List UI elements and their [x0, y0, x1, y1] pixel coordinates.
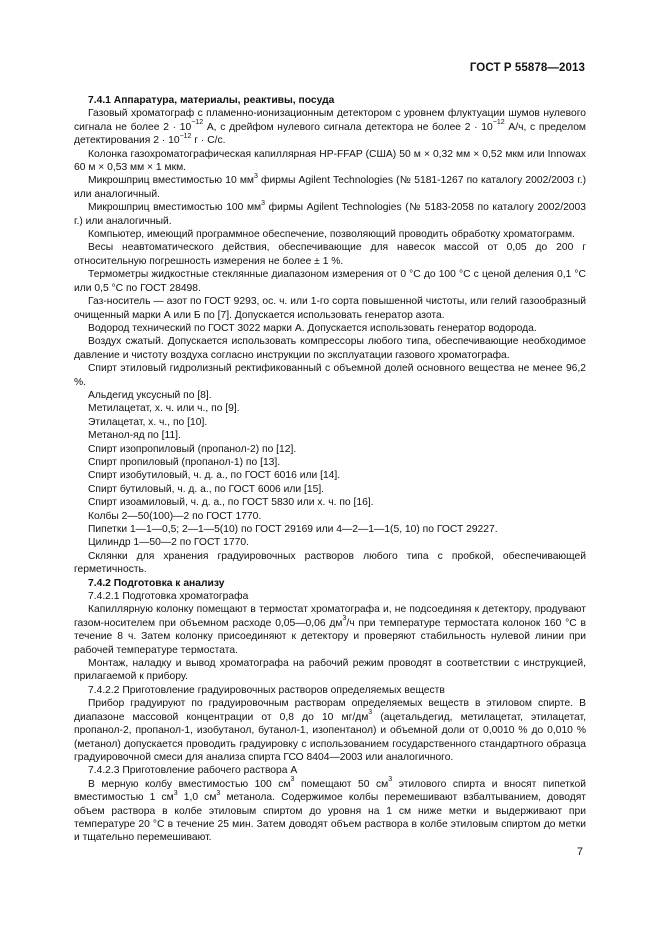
paragraph: Микрошприц вместимостью 10 $мм^3$ фирмы Agilent Technologies (№ 5181-1267 по каталогу 2002/2003 г.) или аналогичный.: [74, 173, 586, 200]
paragraph: Спирт изоамиловый, ч. д. а., по ГОСТ 5830 или х. ч. по [16].: [88, 497, 374, 509]
paragraph: Прибор градуируют по градуировочным растворам определяемых веществ в этиловом спирте. В диапазоне массовой концентрации от 0,8 до 10 $мг/дм^3$ (ацетальдегид, метилацетат, этилацетат, пропанол-2, пропанол-1, изобутанол, бутанол-1, изопентанол) и объемной доли от 0,0010 % до 0,010 % (метанол) допускается проводить градуировку с использованием государственного стандартного образца градуировочной смеси для анализа спирта ГСО 8404—2003 или аналогичного.: [74, 698, 586, 763]
paragraph: Спирт этиловый гидролизный ректификованный с объемной долей основного вещества не менее 96,2 %.: [74, 363, 586, 388]
page-number: 7: [576, 846, 583, 858]
paragraph: Капиллярную колонку помещают в термостат хроматографа и, не подсоединяя к детектору, продувают газом-носителем при объемном расходе 0,05—0,06 $дм^3/ч$ при температуре термостата колонок 160 °С в течение 8 ч. Затем колонку присоединяют к детектору и проверяют стабильность нулевой линии при рабочей температуре термостата.: [74, 604, 586, 656]
paragraph: Колонка газохроматографическая капиллярная HP-FFAP (США) 50 м × 0,32 мм × 0,52 мкм или Innowax 60 м × 0,53 мм × 1 мкм.: [74, 148, 586, 174]
paragraph: Метанол-яд по [11].: [88, 430, 181, 442]
paragraph: Микрошприц вместимостью 100 $мм^3$ фирмы Agilent Technologies (№ 5183-2058 по каталогу 2002/2003 г.) или аналогичный.: [74, 199, 586, 227]
paragraph: Компьютер, имеющий программное обеспечение, позволяющий проводить обработку хроматограмм.: [88, 229, 575, 241]
paragraph: 7.4.2.1 Подготовка хроматографа: [88, 591, 249, 603]
document-body: [74, 94, 586, 845]
paragraph: Воздух сжатый. Допускается использовать компрессоры любого типа, обеспечивающие необходимое давление и чистоту воздуха согласно инструкции по эксплуатации газового хроматографа.: [74, 336, 586, 361]
section-heading: 7.4.2 Подготовка к анализу: [88, 577, 225, 589]
paragraph: 7.4.2.2 Приготовление градуировочных растворов определяемых веществ: [88, 684, 445, 696]
paragraph: Пипетки 1—1—0,5; 2—1—5(10) по ГОСТ 29169 или 4—2—1—1(5, 10) по ГОСТ 29227.: [88, 524, 498, 535]
paragraph: Весы неавтоматического действия, обеспечивающие для навесок массой от 0,05 до 200 г относительную погрешность измерения не более ± 1 %.: [74, 242, 586, 267]
paragraph: Склянки для хранения градуировочных растворов любого типа с пробкой, обеспечивающей герметичность.: [74, 550, 586, 576]
paragraph: Газовый хроматограф с пламенно-ионизационным детектором с уровнем флуктуации шумов нулевого сигнала не более $2 \cdot 10^{-12}$ А, с дрейфом нулевого сигнала детектора не более $2 \cdot 10^{-12}$ А/ч, с пределом детектирования $2 \cdot 10^{-12}$ г · С/с.: [74, 108, 586, 147]
paragraph: Альдегид уксусный по [8].: [88, 389, 212, 401]
paragraph: Монтаж, наладку и вывод хроматографа на рабочий режим проводят в соответствии с инструкцией, прилагаемой к прибору.: [74, 658, 586, 683]
paragraph: Цилиндр 1—50—2 по ГОСТ 1770.: [88, 537, 249, 549]
document-header: ГОСТ Р 55878—2013: [469, 62, 585, 74]
paragraph: 7.4.2.3 Приготовление рабочего раствора А: [88, 765, 298, 777]
paragraph: Колбы 2—50(100)—2 по ГОСТ 1770.: [88, 510, 262, 522]
paragraph: В мерную колбу вместимостью 100 $см^3$ помещают 50 $см^3$ этилового спирта и вносят пипеткой вместимостью 1 $см^3$ 1,0 $см^3$ метанола. Содержимое колбы перемешивают взбалтыванием, доводят объем раствора в колбе этиловым спиртом до уровня на 1 см ниже метки и выдерживают при температуре 20 °С в течение 25 мин. Затем доводят объем раствора в колбе этиловым спиртом до метки и тщательно перемешивают.: [74, 776, 587, 844]
paragraph: Газ-носитель — азот по ГОСТ 9293, ос. ч. или 1-го сорта повышенной чистоты, или гелий газообразный очищенный марки А или Б по [7]. Допускается использовать генератор азота.: [74, 296, 586, 321]
paragraph: Спирт бутиловый, ч. д. а., по ГОСТ 6006 или [15].: [88, 483, 325, 495]
paragraph: Метилацетат, х. ч. или ч., по [9].: [88, 403, 240, 415]
paragraph: Термометры жидкостные стеклянные диапазоном измерения от 0 °С до 100 °С с ценой деления 0,1 °С или 0,5 °С по ГОСТ 28498.: [74, 269, 586, 294]
section-heading: 7.4.1 Аппаратура, материалы, реактивы, посуда: [88, 95, 335, 106]
paragraph: Спирт изобутиловый, ч. д. а., по ГОСТ 6016 или [14].: [88, 470, 341, 482]
paragraph: Спирт пропиловый (пропанол-1) по [13].: [88, 456, 281, 468]
paragraph: Спирт изопропиловый (пропанол-2) по [12].: [88, 443, 297, 455]
paragraph: Этилацетат, х. ч., по [10].: [88, 416, 208, 428]
paragraph: Водород технический по ГОСТ 3022 марки А. Допускается использовать генератор водорода.: [88, 322, 537, 334]
